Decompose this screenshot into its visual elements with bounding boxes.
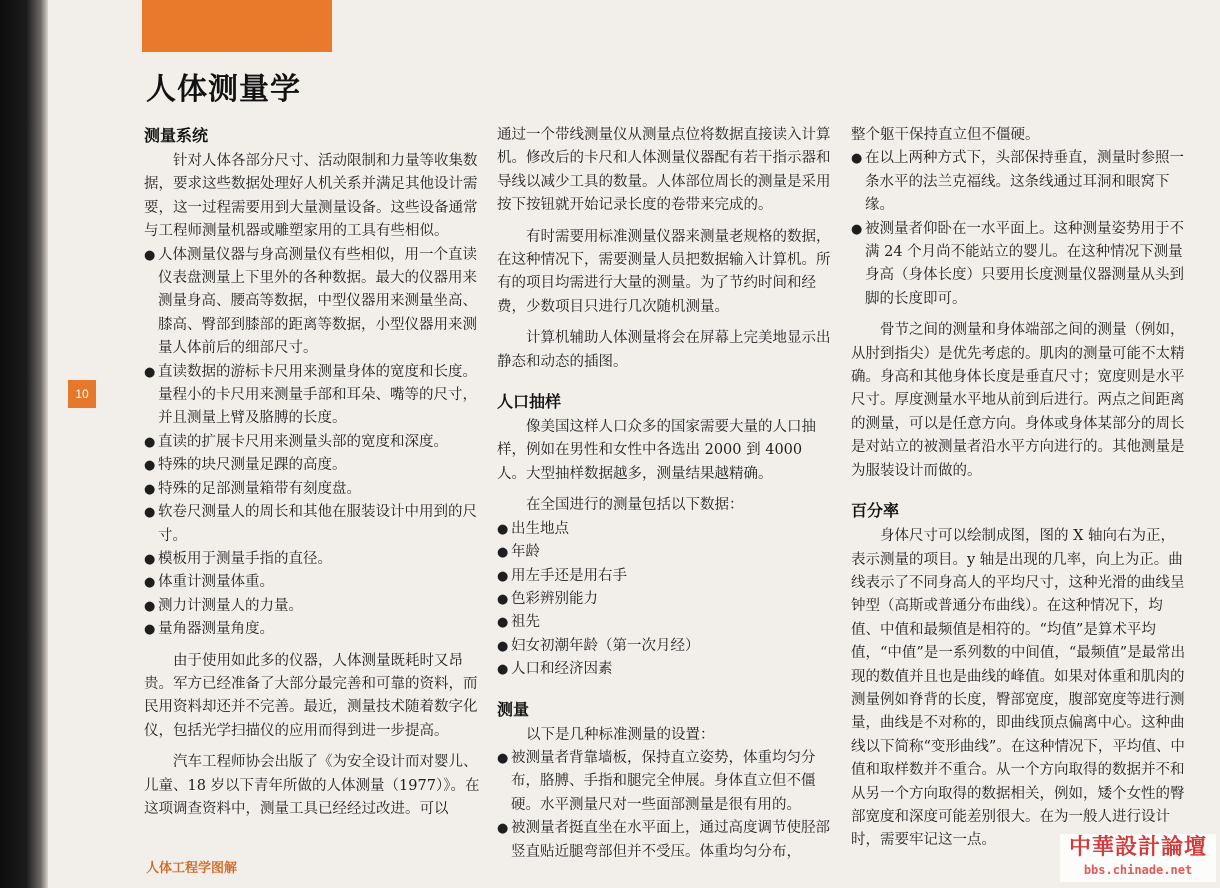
body-paragraph: 计算机辅助人体测量将会在屏幕上完美地显示出静态和动态的插图。 [497, 330, 831, 370]
body-paragraph: 以下是几种标准测量的设置： [526, 726, 715, 743]
continued-paragraph: 通过一个带线测量仪从测量点位将数据直接读入计算机。修改后的卡尺和人体测量仪器配有若干指示器和导线以减少工具的数量。人体部位周长的测量是采用按下按钮就开始记录长度的卷带来完成的。 [497, 127, 831, 214]
section-heading: 百分率 [851, 501, 900, 521]
watermark-name: 中華設計論壇 [1068, 835, 1207, 860]
bullet-item: ● 量角器测量角度。 [144, 618, 480, 641]
book-spine [0, 0, 48, 888]
bullet-item: ● 祖先 [497, 611, 833, 634]
body-paragraph: 身体尺寸可以绘制成图，图的 X 轴向右为正，表示测量的项目。y 轴是出现的几率，向上为正。曲线表示了不同身高人的平均尺寸，这种光滑的曲线呈钟型（高斯或普通分布曲线）。在这种情况下，均值、中值和最频值是相符的。“均值”是算术平均值，“中值”是一系列数的中间值，“最频值”是最常出现的数值并且也是曲线的峰值。如果对体重和肌肉的测量例如脊背的长度，臀部宽度，腹部宽度等进行测量，曲线是不对称的，即曲线顶点偏离中心。这种曲线以下简称“变形曲线”。在这种情况下，平均值、中值和取样数并不重合。从一个方向取得的数据并不和从另一个方向取得的数据相关，例如，矮个女性的臀部宽度和深度可能差别很大。在为一般人进行设计时，需要牢记这一点。 [851, 528, 1186, 849]
bullet-item: ● 特殊的块尺测量足踝的高度。 [144, 454, 480, 477]
bullet-item: ● 年龄 [497, 541, 833, 564]
body-paragraph: 像美国这样人口众多的国家需要大量的人口抽样，例如在男性和女性中各选出 2000 到 4000 人。大型抽样数据越多，测量结果越精确。 [497, 419, 816, 482]
bullet-item: ● 直读的扩展卡尺用来测量头部的宽度和深度。 [144, 431, 480, 454]
page-number: 10 [68, 380, 96, 408]
bullet-item: ● 在以上两种方式下，头部保持垂直，测量时参照一条水平的法兰克福线。这条线通过耳洞和眼窝下缘。 [851, 147, 1187, 217]
page-title: 人体测量学 [146, 72, 301, 107]
bullet-item: ● 模板用于测量手指的直径。 [144, 548, 480, 571]
bullet-item: ● 出生地点 [497, 518, 833, 541]
watermark-url: bbs.chinade.net [1083, 863, 1193, 877]
body-paragraph: 汽车工程师协会出版了《为安全设计而对婴儿、儿童、18 岁以下青年所做的人体测量（1977）》。在这项调查资料中，测量工具已经经过改进。可以 [144, 754, 480, 817]
forum-watermark [1060, 834, 1216, 882]
bullet-item: ● 妇女初潮年龄（第一次月经） [497, 635, 833, 658]
bullet-item: ● 色彩辨别能力 [497, 588, 833, 611]
book-footer-title: 人体工程学图解 [146, 861, 238, 876]
bullet-item: ● 软卷尺测量人的周长和其他在服装设计中用到的尺寸。 [144, 501, 480, 548]
body-paragraph: 骨节之间的测量和身体端部之间的测量（例如，从肘到指尖）是优先考虑的。肌肉的测量可能不太精确。身高和其他身体长度是垂直尺寸；宽度则是水平尺寸。厚度测量水平地从前到后进行。两点之间距离的测量，可以是任意方向。身体或身体某部分的周长是对站立的被测量者沿水平方向进行的。其他测量是为服装设计而做的。 [851, 322, 1185, 479]
bullet-item: ● 用左手还是用右手 [497, 565, 833, 588]
bullet-item: ● 被测量者挺直坐在水平面上，通过高度调节使胫部竖直贴近腿弯部但并不受压。体重均匀分布， [497, 817, 833, 864]
text-column-middle [497, 124, 833, 864]
bullet-item: ● 被测量者背靠墙板，保持直立姿势，体重均匀分布，胳膊、手指和腿完全伸展。身体直立但不僵硬。水平测量尺对一些面部测量是很有用的。 [497, 747, 833, 817]
text-column-left [144, 124, 480, 821]
section-heading: 测量 [497, 699, 530, 719]
orange-header-tab [142, 0, 332, 52]
continued-paragraph: 整个躯干保持直立但不僵硬。 [851, 127, 1040, 143]
body-paragraph: 有时需要用标准测量仪器来测量老规格的数据，在这种情况下，需要测量人员把数据输入计算机。所有的项目均需进行大量的测量。为了节约时间和经费，少数项目只进行几次随机测量。 [497, 228, 831, 315]
body-paragraph: 由于使用如此多的仪器，人体测量既耗时又昂贵。军方已经准备了大部分最完善和可靠的资料，而民用资料却还并不完善。最近，测量技术随着数字化仪，包括光学扫描仪的应用而得到进一步提高。 [144, 652, 478, 739]
bullet-item: ● 直读数据的游标卡尺用来测量身体的宽度和长度。量程小的卡尺用来测量手部和耳朵、嘴等的尺寸，并且测量上臂及胳膊的长度。 [144, 361, 480, 431]
bullet-item: ● 体重计测量体重。 [144, 571, 480, 594]
body-paragraph: 在全国进行的测量包括以下数据： [526, 497, 744, 514]
section-heading: 人口抽样 [497, 392, 562, 412]
bullet-item: ● 人体测量仪器与身高测量仪有些相似，用一个直读仪表盘测量上下里外的各种数据。最大的仪器用来测量身高、腰高等数据，中型仪器用来测量坐高、膝高、臀部到膝部的距离等数据，小型仪器用来测量人体前后的细部尺寸。 [144, 244, 480, 361]
bullet-item: ● 人口和经济因素 [497, 658, 833, 681]
body-paragraph: 针对人体各部分尺寸、活动限制和力量等收集数据，要求这些数据处理好人机关系并满足其他设计需要，这一过程需要用到大量测量设备。这些设备通常与工程师测量机器或雕塑家用的工具有些相似。 [144, 153, 478, 240]
bullet-item: ● 特殊的足部测量箱带有刻度盘。 [144, 478, 480, 501]
bullet-item: ● 测力计测量人的力量。 [144, 595, 480, 618]
text-column-right [851, 124, 1187, 853]
section-heading: 测量系统 [144, 126, 209, 145]
bullet-item: ● 被测量者仰卧在一水平面上。这种测量姿势用于不满 24 个月尚不能站立的婴儿。在这种情况下测量身高（身体长度）只要用长度测量仪器测量从头到脚的长度即可。 [851, 218, 1187, 312]
